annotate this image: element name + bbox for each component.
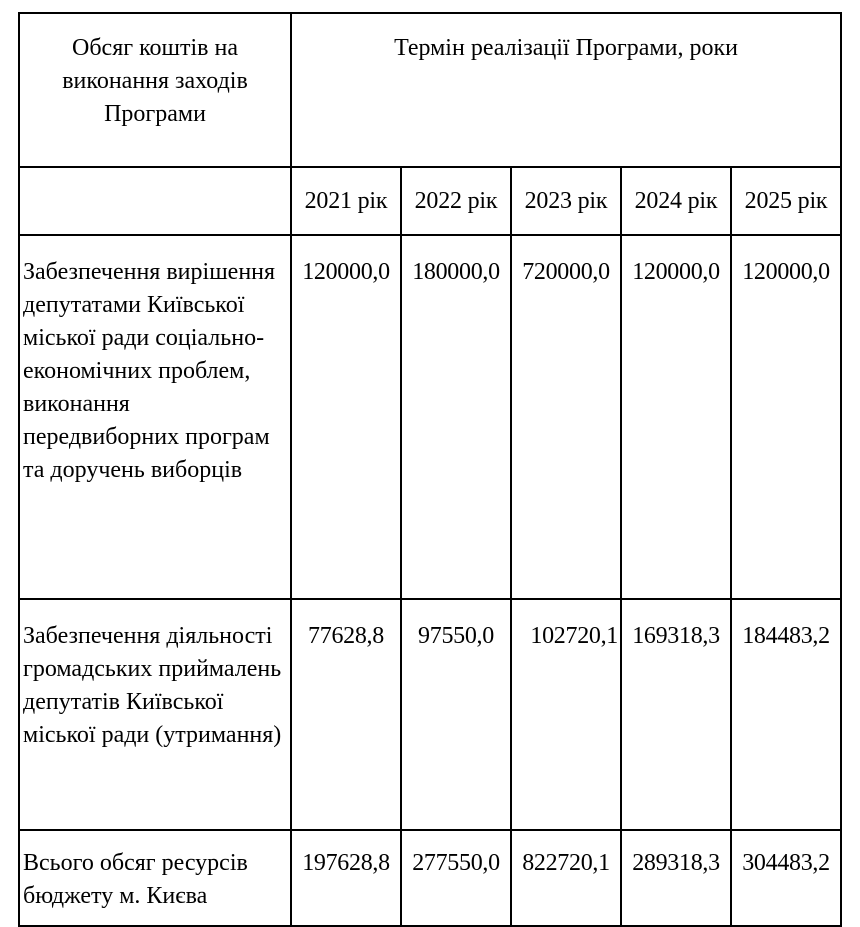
total-row [19, 830, 841, 926]
value-cell: 120000,0 [291, 235, 401, 599]
year-header-2021: 2021 рік [291, 167, 401, 235]
years-row-empty-cell [19, 167, 291, 235]
value-cell: 304483,2 [731, 830, 841, 926]
header-row [19, 13, 841, 167]
row-label: Всього обсяг ресурсів бюджету м. Києва [19, 830, 291, 926]
year-header-2025: 2025 рік [731, 167, 841, 235]
value-cell: 289318,3 [621, 830, 731, 926]
years-row [19, 167, 841, 235]
value-cell: 77628,8 [291, 599, 401, 830]
value-cell: 720000,0 [511, 235, 621, 599]
year-header-2023: 2023 рік [511, 167, 621, 235]
value-cell: 822720,1 [511, 830, 621, 926]
table-row [19, 235, 841, 599]
budget-table [18, 12, 842, 927]
value-cell: 102720,1 [511, 599, 621, 830]
row-label: Забезпечення діяльності громадських приймалень депутатів Київської міської ради (утримання) [19, 599, 291, 830]
value-cell: 197628,8 [291, 830, 401, 926]
row-label: Забезпечення вирішення депутатами Київської міської ради соціально-економічних проблем, виконання передвиборних програм та доручень виборців [19, 235, 291, 599]
year-header-2024: 2024 рік [621, 167, 731, 235]
header-funding-volume: Обсяг коштів на виконання заходів Програми [19, 13, 291, 167]
value-cell: 120000,0 [731, 235, 841, 599]
value-cell: 120000,0 [621, 235, 731, 599]
value-cell: 184483,2 [731, 599, 841, 830]
value-cell: 277550,0 [401, 830, 511, 926]
value-cell: 97550,0 [401, 599, 511, 830]
table-row [19, 599, 841, 830]
year-header-2022: 2022 рік [401, 167, 511, 235]
header-program-term: Термін реалізації Програми, роки [291, 13, 841, 167]
value-cell: 180000,0 [401, 235, 511, 599]
value-cell: 169318,3 [621, 599, 731, 830]
